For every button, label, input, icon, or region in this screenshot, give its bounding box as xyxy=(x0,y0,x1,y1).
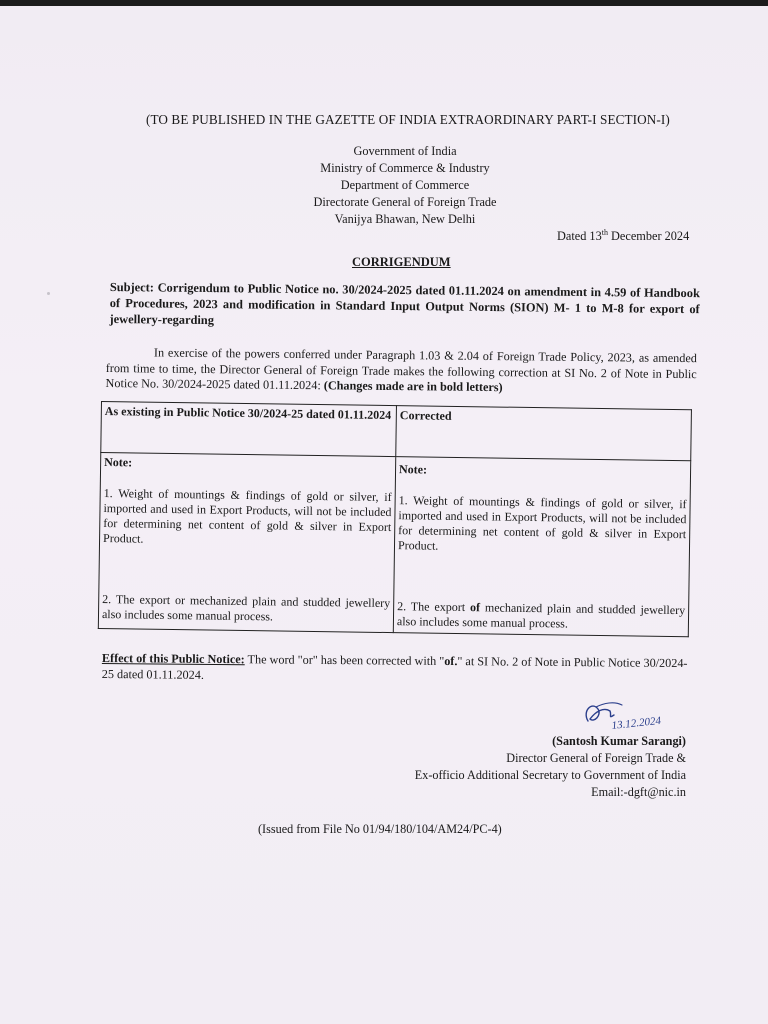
corrected-point-2-text: 2. The export xyxy=(397,599,471,615)
corrected-word-bold: of xyxy=(469,600,481,615)
date-suffix: December 2024 xyxy=(607,229,690,243)
corrected-point-2 xyxy=(397,599,685,633)
existing-note-label: Note: xyxy=(104,455,133,470)
govt-line: Government of India xyxy=(353,144,457,158)
file-reference: (Issued from File No 01/94/180/104/AM24/PC-4) xyxy=(258,822,502,836)
signature-scribble xyxy=(574,697,704,737)
effect-bold-word: of. xyxy=(444,653,458,669)
existing-point-1: 1. Weight of mountings & findings of gold or silver, if imported and used in Export Products, will not be included for determining net content of gold & silver in Export Product. xyxy=(102,486,392,546)
existing-point-2: 2. The export or mechanized plain and studded jewellery also includes some manual process. xyxy=(101,592,391,624)
department-line: Department of Commerce xyxy=(340,178,470,192)
intro-paragraph xyxy=(106,345,697,398)
effect-text: The word "or" has been corrected with " xyxy=(244,652,445,668)
corrected-point-2-rest: mechanized plain and studded jewellery also includes some manual process. xyxy=(396,600,686,631)
signatory-designation-1: Director General of Foreign Trade & xyxy=(506,751,686,765)
corrected-note-cell xyxy=(393,457,690,637)
directorate-line: Directorate General of Foreign Trade xyxy=(313,195,497,209)
date-prefix: Dated 13 xyxy=(557,229,602,243)
issuing-authority-block xyxy=(300,143,510,228)
intro-text: In exercise of the powers conferred under Paragraph 1.03 & 2.04 of Foreign Trade Policy, 2023, as amended from time to time, the Director General of Foreign Trade makes the following correction at SI No. 2 of Note in Public Notice No. 30/2024-2025 dated 01.11.2024: xyxy=(105,345,697,393)
corrected-point-1: 1. Weight of mountings & findings of gold or silver, if imported and used in Export Products, will not be included for determining net content of gold & silver in Export Product. xyxy=(397,493,687,553)
effect-label: Effect of this Public Notice: xyxy=(101,650,245,667)
effect-text-rest: " at SI No. 2 of Note in Public Notice 30/2024-25 dated 01.11.2024. xyxy=(101,654,688,682)
ministry-line: Ministry of Commerce & Industry xyxy=(320,161,490,175)
correction-table xyxy=(98,401,692,637)
signatory-name: (Santosh Kumar Sarangi) xyxy=(552,734,686,748)
handwritten-signature xyxy=(574,697,704,737)
subject-paragraph: Subject: Corrigendum to Public Notice no. 30/2024-2025 dated 01.11.2024 on amendment in 4.59 of Handbook of Procedures, 2023 and modification in Standard Input Output Norms (SION) M- 1 to M-8 for export of jewellery-regarding xyxy=(109,279,700,328)
effect-paragraph xyxy=(102,650,692,687)
signatory-email: Email:-dgft@nic.in xyxy=(591,785,686,799)
corrected-note-label: Note: xyxy=(398,462,428,477)
signatory-designation-2: Ex-officio Additional Secretary to Government of India xyxy=(414,768,686,782)
existing-note-cell xyxy=(98,453,395,633)
document-date xyxy=(557,229,689,244)
signatory-block xyxy=(380,733,686,801)
gazette-header: (TO BE PUBLISHED IN THE GAZETTE OF INDIA EXTRAORDINARY PART-I SECTION-I) xyxy=(146,112,670,127)
intro-bold-note: (Changes made are in bold letters) xyxy=(323,378,503,395)
date-superscript: th xyxy=(601,228,608,237)
address-line: Vanijya Bhawan, New Delhi xyxy=(334,212,476,226)
signature-date: 13.12.2024 xyxy=(611,714,662,732)
scan-speck xyxy=(47,292,50,295)
corrected-column-header: Corrected xyxy=(396,406,692,461)
existing-column-header: As existing in Public Notice 30/2024-25 dated 01.11.2024 xyxy=(101,402,397,457)
document-title: CORRIGENDUM xyxy=(352,255,451,269)
